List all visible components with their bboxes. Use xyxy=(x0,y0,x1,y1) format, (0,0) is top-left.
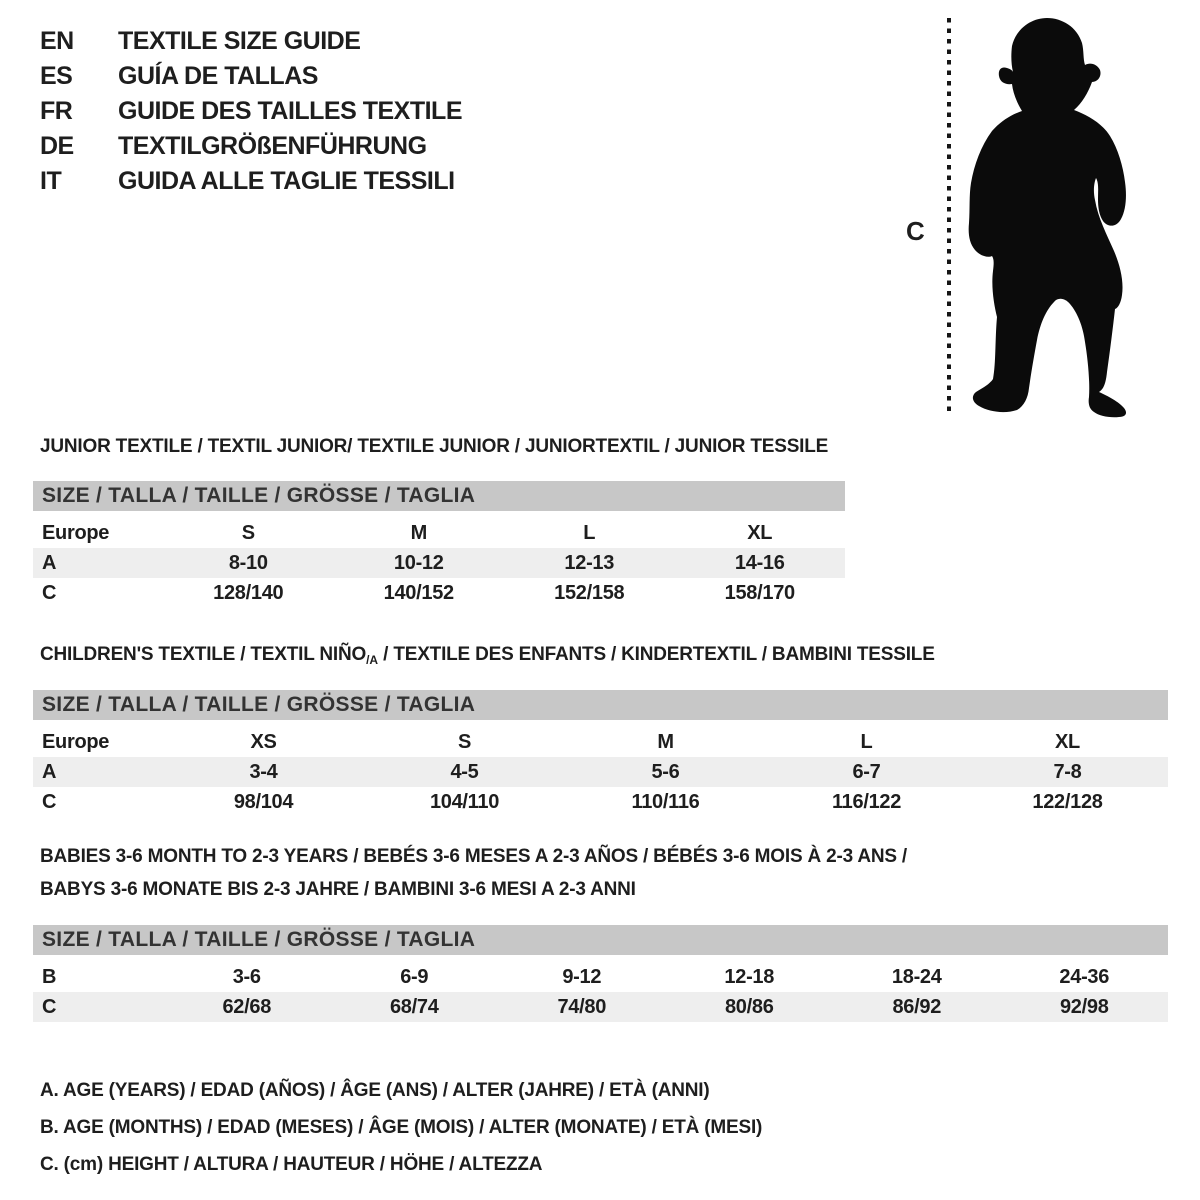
table-cell: 104/110 xyxy=(429,790,500,813)
table-cell: 116/122 xyxy=(831,790,902,813)
table-cell: 14-16 xyxy=(734,551,785,574)
table-cell: XL xyxy=(1055,730,1080,753)
table-cell: 6-9 xyxy=(400,965,429,988)
footnote-age-years: A. AGE (YEARS) / EDAD (AÑOS) / ÂGE (ANS) / ALTER (JAHRE) / ETÀ (ANNI) xyxy=(40,1080,710,1101)
table-cell: 140/152 xyxy=(383,581,454,604)
table-cell: 6-7 xyxy=(852,760,881,783)
table-cell: 5-6 xyxy=(651,760,680,783)
table-row-age xyxy=(33,757,1168,787)
language-row xyxy=(40,164,462,199)
table-cell: 86/92 xyxy=(892,995,942,1018)
table-row-europe xyxy=(33,518,845,548)
footnote-legend xyxy=(40,1072,762,1183)
guide-title: GUÍA DE TALLAS xyxy=(118,62,318,90)
row-label: A xyxy=(42,551,57,574)
table-row-age-months xyxy=(33,962,1168,992)
junior-size-table xyxy=(33,481,845,608)
children-heading-post: / TEXTILE DES ENFANTS / KINDERTEXTIL / BAMBINI TESSILE xyxy=(378,644,935,665)
table-row-height xyxy=(33,992,1168,1022)
language-row xyxy=(40,129,462,164)
table-cell: 158/170 xyxy=(724,581,795,604)
table-cell: L xyxy=(583,521,596,544)
table-cell: 152/158 xyxy=(554,581,625,604)
children-heading-sub: /A xyxy=(366,653,379,667)
row-label: Europe xyxy=(42,521,110,544)
language-row xyxy=(40,59,462,94)
table-cell: 74/80 xyxy=(557,995,607,1018)
junior-section-heading: JUNIOR TEXTILE / TEXTIL JUNIOR/ TEXTILE JUNIOR / JUNIORTEXTIL / JUNIOR TESSILE xyxy=(40,436,829,457)
table-cell: L xyxy=(860,730,873,753)
table-cell: 3-4 xyxy=(249,760,278,783)
language-code: IT xyxy=(40,167,62,195)
children-heading-pre: CHILDREN'S TEXTILE / TEXTIL NIÑO xyxy=(40,644,367,665)
row-label: A xyxy=(42,760,57,783)
table-cell: 128/140 xyxy=(213,581,284,604)
babies-size-table xyxy=(33,925,1168,1022)
table-cell: M xyxy=(657,730,674,753)
footnote-age-months: B. AGE (MONTHS) / EDAD (MESES) / ÂGE (MOIS) / ALTER (MONATE) / ETÀ (MESI) xyxy=(40,1117,763,1138)
table-cell: 24-36 xyxy=(1059,965,1110,988)
table-cell: 92/98 xyxy=(1059,995,1109,1018)
table-cell: 12-13 xyxy=(564,551,615,574)
language-code: FR xyxy=(40,97,73,125)
row-label: C xyxy=(42,581,57,604)
table-cell: 9-12 xyxy=(562,965,602,988)
table-cell: 3-6 xyxy=(232,965,261,988)
row-label: C xyxy=(42,790,57,813)
language-code: EN xyxy=(40,27,74,55)
table-cell: 7-8 xyxy=(1053,760,1082,783)
table-cell: 68/74 xyxy=(389,995,439,1018)
table-cell: 18-24 xyxy=(891,965,942,988)
language-code: ES xyxy=(40,62,73,90)
guide-title: GUIDA ALLE TAGLIE TESSILI xyxy=(118,167,455,195)
height-measure-label: C xyxy=(906,216,925,246)
table-cell: S xyxy=(457,730,472,753)
table-cell: 110/116 xyxy=(631,790,700,813)
height-measure-dashed-line xyxy=(947,18,951,417)
table-cell: 98/104 xyxy=(233,790,294,813)
footnote-height-cm: C. (cm) HEIGHT / ALTURA / HAUTEUR / HÖHE / ALTEZZA xyxy=(40,1154,543,1175)
table-cell: 10-12 xyxy=(393,551,444,574)
language-code: DE xyxy=(40,132,74,160)
table-cell: S xyxy=(241,521,255,544)
table-cell: 62/68 xyxy=(222,995,272,1018)
babies-section-heading-line1: BABIES 3-6 MONTH TO 2-3 YEARS / BEBÉS 3-6 MESES A 2-3 AÑOS / BÉBÉS 3-6 MOIS À 2-3 ANS / xyxy=(40,846,908,867)
guide-title: TEXTILE SIZE GUIDE xyxy=(118,27,361,55)
table-row-age xyxy=(33,548,845,578)
table-cell: 8-10 xyxy=(228,551,268,574)
size-header-bar: SIZE / TALLA / TAILLE / GRÖSSE / TAGLIA xyxy=(33,481,845,511)
row-label: C xyxy=(42,995,57,1018)
table-cell: 122/128 xyxy=(1032,790,1103,813)
table-cell: 80/86 xyxy=(724,995,774,1018)
toddler-silhouette-image xyxy=(966,14,1138,424)
table-cell: XS xyxy=(250,730,277,753)
table-row-height xyxy=(33,578,845,608)
language-row xyxy=(40,94,462,129)
language-title-list xyxy=(40,24,462,199)
table-cell: 4-5 xyxy=(450,760,479,783)
children-section-heading xyxy=(40,644,935,671)
size-header-bar: SIZE / TALLA / TAILLE / GRÖSSE / TAGLIA xyxy=(33,690,1168,720)
row-label: B xyxy=(42,965,57,988)
guide-title: TEXTILGRÖßENFÜHRUNG xyxy=(118,132,427,160)
table-row-europe xyxy=(33,727,1168,757)
table-cell: XL xyxy=(747,521,773,544)
row-label: Europe xyxy=(42,730,110,753)
size-header-bar: SIZE / TALLA / TAILLE / GRÖSSE / TAGLIA xyxy=(33,925,1168,955)
guide-title: GUIDE DES TAILLES TEXTILE xyxy=(118,97,463,125)
babies-section-heading-line2: BABYS 3-6 MONATE BIS 2-3 JAHRE / BAMBINI 3-6 MESI A 2-3 ANNI xyxy=(40,879,636,900)
children-size-table xyxy=(33,690,1168,817)
language-row xyxy=(40,24,462,59)
table-cell: 12-18 xyxy=(724,965,775,988)
table-row-height xyxy=(33,787,1168,817)
table-cell: M xyxy=(410,521,427,544)
